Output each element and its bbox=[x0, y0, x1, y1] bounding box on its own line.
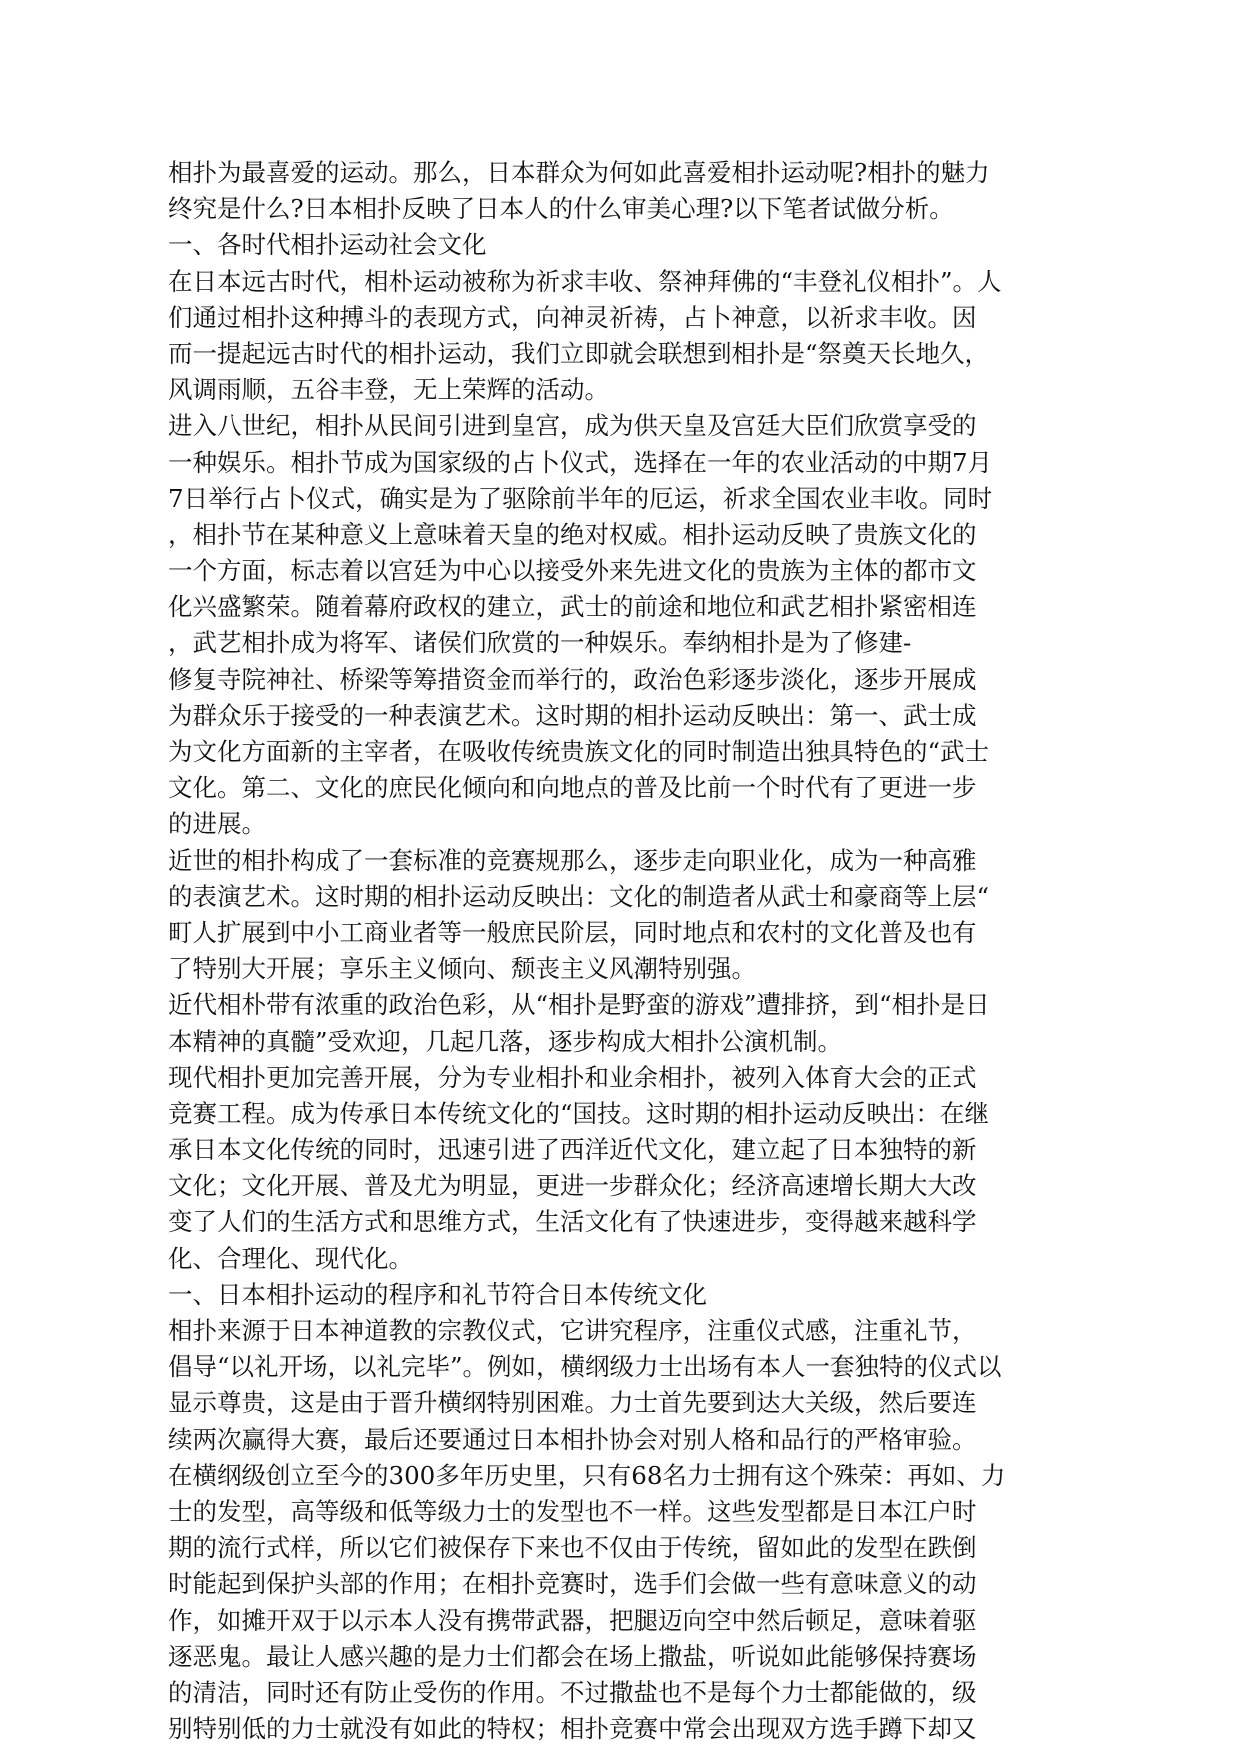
text-line: 了特别大开展；享乐主义倾向、颓丧主义风潮特别强。 bbox=[168, 954, 756, 984]
text-line: 进入八世纪，相扑从民间引进到皇宫，成为供天皇及宫廷大臣们欣赏享受的 bbox=[168, 411, 977, 441]
text-line: 7日举行占卜仪式，确实是为了驱除前半年的厄运，祈求全国农业丰收。同时 bbox=[168, 483, 993, 513]
text-line: 文化；文化开展、普及尤为明显，更进一步群众化；经济高速增长期大大改 bbox=[168, 1171, 977, 1201]
text-line: 相扑来源于日本神道教的宗教仪式，它讲究程序，注重仪式感，注重礼节， bbox=[168, 1316, 977, 1345]
text-line: 文化。第二、文化的庶民化倾向和向地点的普及比前一个时代有了更进一步 bbox=[168, 773, 977, 803]
text-line: 的清洁，同时还有防止受伤的作用。不过撒盐也不是每个力士都能做的，级 bbox=[168, 1677, 977, 1707]
text-line: 的表演艺术。这时期的相扑运动反映出：文化的制造者从武士和豪商等上层“ bbox=[168, 881, 990, 911]
text-line: 为文化方面新的主宰者，在吸收传统贵族文化的同时制造出独具特色的“武士 bbox=[168, 737, 990, 766]
text-line: 本精神的真髓”受欢迎，几起几落，逐步构成大相扑公演机制。 bbox=[168, 1026, 843, 1056]
text-line: 的进展。 bbox=[168, 809, 266, 839]
text-line: 在日本远古时代，相朴运动被称为祈求丰收、祭神拜佛的“丰登礼仪相扑”。人 bbox=[168, 266, 1002, 296]
text-line: 终究是什么?日本相扑反映了日本人的什么审美心理?以下笔者试做分析。 bbox=[168, 194, 954, 224]
text-line: 町人扩展到中小工商业者等一般庶民阶层，同时地点和农村的文化普及也有 bbox=[168, 917, 977, 947]
text-line: 期的流行式样，所以它们被保存下来也不仅由于传统，留如此的发型在跌倒 bbox=[168, 1533, 977, 1563]
body-text bbox=[168, 155, 1078, 1747]
text-line: 时能起到保护头部的作用；在相扑竞赛时，选手们会做一些有意味意义的动 bbox=[168, 1569, 977, 1599]
text-line: 承日本文化传统的同时，迅速引进了西洋近代文化，建立起了日本独特的新 bbox=[168, 1135, 977, 1165]
text-line: 相扑为最喜爱的运动。那么，日本群众为何如此喜爱相扑运动呢?相扑的魅力 bbox=[168, 158, 990, 187]
text-line: 为群众乐于接受的一种表演艺术。这时期的相扑运动反映出：第一、武士成 bbox=[168, 700, 977, 730]
text-line: 而一提起远古时代的相扑运动，我们立即就会联想到相扑是“祭奠天长地久， bbox=[168, 338, 990, 368]
text-line: 风调雨顺，五谷丰登，无上荣辉的活动。 bbox=[168, 375, 609, 405]
text-line: 在横纲级创立至今的300多年历史里，只有68名力士拥有这个殊荣：再如、力 bbox=[168, 1460, 1006, 1490]
text-line: 近世的相扑构成了一套标准的竞赛规那么，逐步走向职业化，成为一种高雅 bbox=[168, 845, 977, 875]
text-line: 修复寺院神社、桥梁等筹措资金而举行的，政治色彩逐步淡化，逐步开展成 bbox=[168, 664, 977, 694]
text-line: 作，如摊开双于以示本人没有携带武器，把腿迈向空中然后顿足，意味着驱 bbox=[168, 1605, 977, 1635]
text-line: ，相扑节在某种意义上意味着天皇的绝对权威。相扑运动反映了贵族文化的 bbox=[168, 519, 977, 549]
text-line: 一、各时代相扑运动社会文化 bbox=[168, 230, 487, 260]
text-line: 续两次赢得大赛，最后还要通过日本相扑协会对别人格和品行的严格审验。 bbox=[168, 1424, 977, 1454]
text-line: 竞赛工程。成为传承日本传统文化的“国技。这时期的相扑运动反映出：在继 bbox=[168, 1098, 990, 1128]
text-line: 一种娱乐。相扑节成为国家级的占卜仪式，选择在一年的农业活动的中期7月 bbox=[168, 447, 993, 477]
text-line: 士的发型，高等级和低等级力士的发型也不一样。这些发型都是日本江户时 bbox=[168, 1496, 977, 1526]
text-line: 现代相扑更加完善开展，分为专业相扑和业余相扑，被列入体育大会的正式 bbox=[168, 1062, 977, 1092]
text-line: 一、日本相扑运动的程序和礼节符合日本传统文化 bbox=[168, 1279, 707, 1309]
text-line: 倡导“以礼开场，以礼完毕”。例如，横纲级力士出场有本人一套独特的仪式以 bbox=[168, 1352, 1002, 1382]
text-line: 显示尊贵，这是由于晋升横纲特别困难。力士首先要到达大关级，然后要连 bbox=[168, 1388, 977, 1418]
text-line: 近代相朴带有浓重的政治色彩，从“相扑是野蛮的游戏”遭排挤，到“相扑是日 bbox=[168, 990, 990, 1020]
text-line: 一个方面，标志着以宫廷为中心以接受外来先进文化的贵族为主体的都市文 bbox=[168, 556, 977, 586]
text-line: 化兴盛繁荣。随着幕府政权的建立，武士的前途和地位和武艺相扑紧密相连 bbox=[168, 592, 977, 622]
text-line: 变了人们的生活方式和思维方式，生活文化有了快速进步，变得越来越科学 bbox=[168, 1207, 977, 1237]
text-line: 化、合理化、现代化。 bbox=[168, 1243, 413, 1273]
text-line: 们通过相扑这种搏斗的表现方式，向神灵祈祷，占卜神意，以祈求丰收。因 bbox=[168, 302, 977, 332]
text-line: ，武艺相扑成为将军、诸侯们欣赏的一种娱乐。奉纳相扑是为了修建- bbox=[168, 628, 912, 658]
text-line: 逐恶鬼。最让人感兴趣的是力士们都会在场上撒盐，听说如此能够保持赛场 bbox=[168, 1641, 977, 1671]
text-line: 别特别低的力士就没有如此的特权；相扑竞赛中常会出现双方选手蹲下却又 bbox=[168, 1714, 977, 1744]
